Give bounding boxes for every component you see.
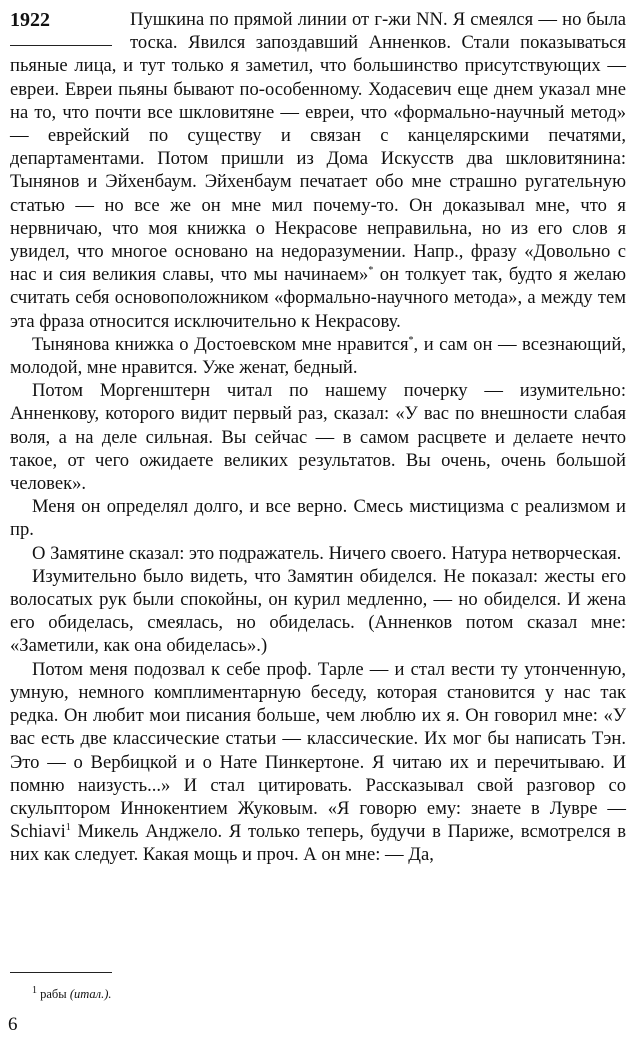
main-text <box>10 8 626 867</box>
footnote-mark-asterisk: * <box>408 334 414 346</box>
paragraph-6: Изумительно было видеть, что Замятин обиделся. Не показал: жесты его волосатых рук были спокойны, он курил медленно, — но обиделся. И жена его обиделась, смеялась, но обиделась. (Анненков потом сказал мне: «Заметили, как она обиделась».) <box>10 565 626 657</box>
footnote-note: (итал.). <box>69 987 112 1001</box>
paragraph-1: Пушкина по прямой линии от г-жи NN. Я смеялся — но была тоска. Явился запоздавший Анненков. Стали показываться пьяные лица, и тут только я заметил, что большинство присутствующих — евреи. Евреи пьяны бывают по-особенному. Ходасевич еще днем указал мне на то, что почти все шкловитяне — евреи, что «формально-научный метод» — еврейский по существу и связан с канцелярскими печатями, департаментами. Потом пришли из Дома Искусств два шкловитянина: Тынянов и Эйхенбаум. Эйхенбаум печатает обо мне страшно ругательную статью — но все же он мне мил почему-то. Он доказывал мне, что я нервничаю, что моя книжка о Некрасове неправильна, но из его слов я увидел, что многое основано на недоразумении. Напр., фразу «Довольно с нас и сия великия славы, что мы начинаем»* он толкует так, будто я желаю считать себя основоположником «формально-научного метода», а между тем эта фраза относится исключительно к Некрасову. <box>10 9 626 332</box>
footnote-number: 1 <box>32 984 37 996</box>
footnote-text: рабы <box>40 987 67 1001</box>
year-heading: 1922 <box>10 9 50 31</box>
header-rule <box>10 45 112 46</box>
page-number: 6 <box>8 1014 18 1035</box>
footnote-rule <box>10 972 112 973</box>
paragraph-4: Меня он определял долго, и все верно. Смесь мистицизма с реализмом и пр. <box>10 496 626 541</box>
footnote <box>32 986 112 1002</box>
paragraph-3: Потом Моргенштерн читал по нашему почерку — изумительно: Анненкову, которого видит первый раз, сказал: «У вас по внешности слабая воля, а на деле сильная. Вы сейчас — в самом расцвете и делаете нечто такое, от чего ожидаете великих результатов. Вы очень, очень большой человек». <box>10 380 626 495</box>
paragraph-7: Потом меня подозвал к себе проф. Тарле — и стал вести ту утонченную, умную, немного комплиментарную беседу, которая становится у нас так редка. Он любит мои писания больше, чем люблю их я. Он говорил мне: «У вас есть две классические статьи — классические. Их мог бы написать Тэн. Это — о Вербицкой и о Нате Пинкертоне. Я читаю их и перечитываю. И помню наизусть...» И стал цитировать. Рассказывал свой разговор со скульптором Иннокентием Жуковым. «Я говорю ему: знаете в Лувре — Schiavi$^1$ Микель Анджело. Я только теперь, будучи в Париже, всмотрелся в них как следует. Какая мощь и проч. А он мне: — Да, <box>10 658 626 866</box>
page <box>10 8 626 867</box>
paragraph-5: О Замятине сказал: это подражатель. Ничего своего. Натура нетворческая. <box>32 542 622 564</box>
footnote-ref: 1 <box>65 821 71 833</box>
paragraph-2: Тынянова книжка о Достоевском мне нравится*, и сам он — всезнающий, молодой, мне нравится. Уже женат, бедный. <box>10 333 626 379</box>
footnote-mark-asterisk: * <box>368 265 374 277</box>
